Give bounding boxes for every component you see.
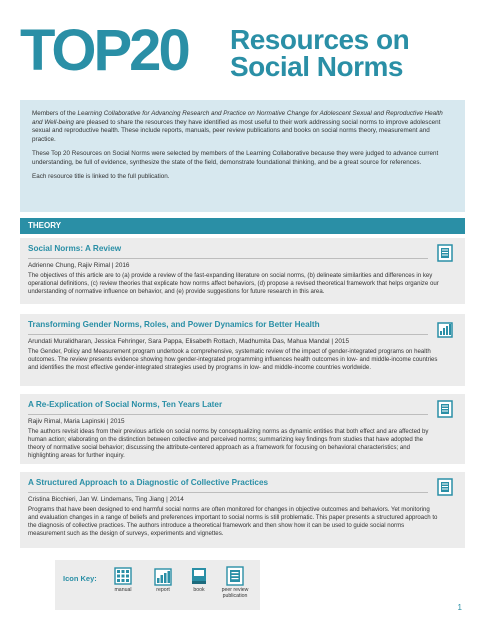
peer-review-icon xyxy=(437,478,453,496)
manual-icon xyxy=(114,566,132,586)
icon-key-book-label: book xyxy=(193,587,205,593)
resource-card xyxy=(20,394,465,464)
icon-key-peer-review-label: peer review publication xyxy=(221,587,249,599)
resource-title-link[interactable]: Social Norms: A Review xyxy=(28,244,122,253)
resource-description: The authors revisit ideas from their previous article on social norms by conceptualizing norms as dynamic entities that both effect and are affected by human action; elaborating on the distinction between collective and perceived norms; summarizing key findings from studies that have adopted the theory of normative social behavior; discussing the attribute-centered approach as a framework for focusing on behavioral characteristics; and highlighting areas for further inquiry. xyxy=(28,428,429,460)
resource-description: The objectives of this article are to (a) provide a review of the fast-expanding literature on social norms, (b) delineate similarities and differences in key operational definitions, (c) review theories that explicate how norms affect behaviors, (d) propose a revised theoretical framework that helps organize our understanding of normative influence on behavior, and (e) provide suggestions for future research in this area. xyxy=(28,272,439,296)
peer-review-icon xyxy=(226,566,244,586)
title-line-2: Social Norms xyxy=(230,51,403,83)
page-number: 1 xyxy=(457,603,462,612)
page-title xyxy=(230,26,409,81)
icon-key-peer-review xyxy=(215,566,255,599)
icon-key-label: Icon Key: xyxy=(63,574,97,583)
icon-key-report-label: report xyxy=(156,587,170,593)
resource-card xyxy=(20,314,465,386)
section-header-theory: THEORY xyxy=(20,218,465,234)
resource-card xyxy=(20,472,465,548)
intro-paragraph-2: These Top 20 Resources on Social Norms were selected by members of the Learning Collaborative because they were judged to advance current understanding, be full of evidence, synthesize the state of the field, demonstrate foundational thinking, and be a great source for references. xyxy=(32,150,439,166)
resource-card xyxy=(20,238,465,304)
intro-box xyxy=(20,100,465,212)
resource-title-link[interactable]: Transforming Gender Norms, Roles, and Power Dynamics for Better Health xyxy=(28,320,320,329)
title-line-1: Resources on xyxy=(230,24,410,55)
icon-key-report xyxy=(143,566,183,594)
resource-description: Programs that have been designed to end harmful social norms are often monitored for changes in objective outcomes and behaviors. Yet monitoring and evaluation changes in a range of beliefs and preferences important to social norms is still problematic. This paper presents a structured approach to the diagnosis of collective practices. The authors introduce a theoretical framework and then show how it can be used to guide social norms measurement such as the design of surveys, experiments and vignettes. xyxy=(28,506,438,538)
intro-paragraph-3: Each resource title is linked to the full publication. xyxy=(32,173,170,180)
intro-paragraph-1: Members of the Learning Collaborative for Advancing Research and Practice on Normative Change for Adolescent Sexual and Reproductive Health and Well-being are pleased to share the resources they have identified as most useful to their work addressing social norms to improve adolescent sexual and reproductive health. These include reports, manuals, peer review publications and books on social norms theory, measurement and practice. xyxy=(32,110,443,143)
resource-authors: Arundati Muralidharan, Jessica Fehringer, Sara Pappa, Elisabeth Rottach, Madhumita Das, Mahua Mandal | 2015 xyxy=(28,334,428,345)
book-icon xyxy=(190,566,208,586)
icon-key xyxy=(55,560,260,610)
peer-review-icon xyxy=(437,244,453,262)
resource-authors: Cristina Bicchieri, Jan W. Lindemans, Ting Jiang | 2014 xyxy=(28,492,428,503)
icon-key-manual-label: manual xyxy=(114,587,132,593)
resource-title-link[interactable]: A Structured Approach to a Diagnostic of Collective Practices xyxy=(28,478,269,487)
page-header xyxy=(20,8,465,94)
icon-key-manual xyxy=(103,566,143,594)
collaborative-name: Learning Collaborative for Advancing Research and Practice on Normative Change for Adolescent Sexual and Reproductive Health and Well-being xyxy=(32,110,443,126)
top20-logo-text: TOP20 xyxy=(20,18,188,83)
peer-review-icon xyxy=(437,400,453,418)
report-icon xyxy=(154,566,172,586)
report-icon xyxy=(437,320,453,338)
resource-authors: Rajiv Rimal, Maria Lapinski | 2015 xyxy=(28,414,428,425)
icon-key-book xyxy=(179,566,219,594)
resource-authors: Adrienne Chung, Rajiv Rimal | 2016 xyxy=(28,258,428,269)
resource-description: The Gender, Policy and Measurement program undertook a comprehensive, systematic review of the impact of gender-integrated programs on health outcomes. The review presents evidence showing how gender-integrated programming influences health outcomes in low- and middle-income countries and identifies the most effective gender-integrated strategies used by programs in low- and middle-income countries worldwide. xyxy=(28,348,438,372)
resource-title-link[interactable]: A Re-Explication of Social Norms, Ten Years Later xyxy=(28,400,223,409)
